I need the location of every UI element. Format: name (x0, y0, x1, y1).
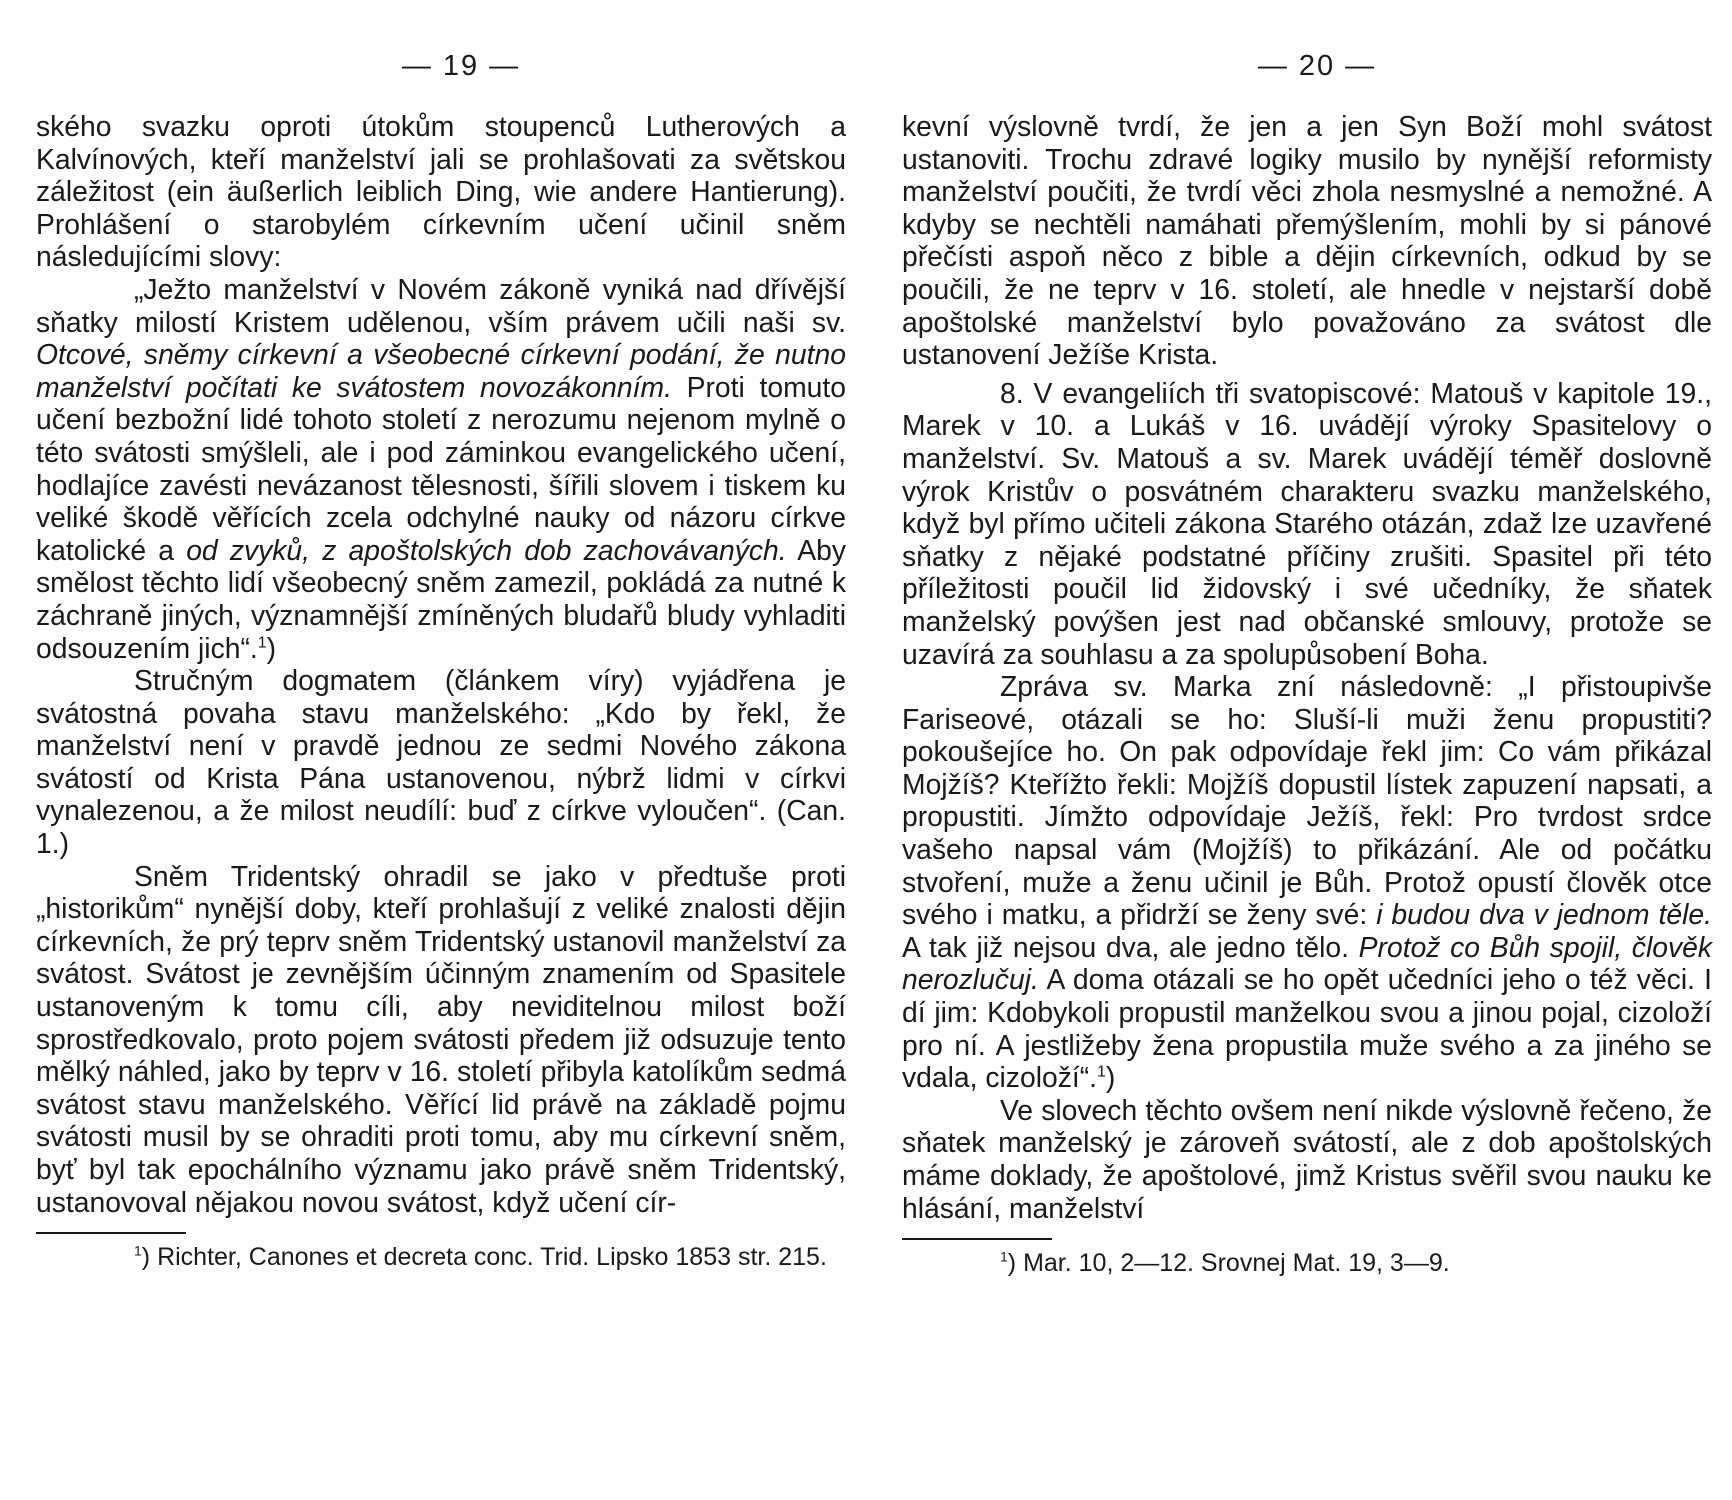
footnote-ref: 1 (257, 634, 267, 652)
page-body (902, 110, 1712, 1224)
footnote-divider (36, 1232, 186, 1234)
left-page (36, 40, 846, 1273)
paragraph-council-quote: „Ježto manželství v Novém zákoně vyniká nad dřívější sňatky milostí Kristem udělenou, vším právem učili naši sv. Otcové, sněmy církevní a všeobecné církevní podání, že nutno manželství počítati ke svátostem novozákonním. Proti tomuto učení bezbožní lidé tohoto století z nerozumu nejenom mylně o této svátosti smýšleli, ale i pod záminkou evangelického učení, hodlajíce zavésti nevázanost tělesnosti, šířili slovem i tiskem ku veliké škodě věřících zcela odchylné nauky od názoru církve katolické a od zvyků, z apoštolských dob zachovávaných. Aby smělost těchto lidí všeobecný sněm zamezil, pokládá za nutné k záchraně jiných, významnější zmíněných bludařů bludy vyhladiti odsouzením jich“.$^1$) (36, 272, 846, 664)
paragraph-section-8: 8. V evangeliích tři svatopiscové: Matouš v kapitole 19., Marek v 10. a Lukáš v 16. uvádějí výroky Spasitelovy o manželství. Sv. Matouš a sv. Marek uvádějí téměř doslovně výrok Kristův o posvátném charakteru svazku manželského, když byl přímo učiteli zákona Starého otázán, zdaž lze uzavřené sňatky z nějaké podstatné příčiny zrušiti. Spasitel při této příležitosti poučil lid židovský i své učedníky, že sňatek manželský povýšen jest nad občanské smlouvy, protože se uzavírá za souhlasu a za spolupůsobení Boha. (902, 376, 1712, 670)
page-number: — 20 — (1257, 50, 1377, 82)
footnote-ref: 1 (1097, 1063, 1106, 1081)
page-number: — 19 — (401, 50, 521, 82)
paragraph: kevní výslovně tvrdí, že jen a jen Syn Boží mohl svátost ustanoviti. Trochu zdravé logiky musilo by nynější reformisty manželství poučiti, že tvrdí věci zhola nesmyslné a nemožné. A kdyby se nechtěli namáhati přemýšlením, mohli by si pánové přečísti aspoň něco z bible a dějin církevních, odkud by se poučili, že ne teprv v 16. století, ale hnedle v nejstarší době apoštolské manželství bylo považováno za svátost dle ustanovení Ježíše Krista. (902, 110, 1712, 371)
paragraph: Stručným dogmatem (článkem víry) vyjádřena je svátostná povaha stavu manželského: „Kdo by řekl, že manželství není v pravdě jednou ze sedmi Nového zákona svátostí od Krista Pána ustanovenou, nýbrž lidmi v církvi vynalezenou, a že milost neudílí: buď z církve vyloučen“. (Can. 1.) (36, 664, 846, 860)
paragraph-mark-quote: Zpráva sv. Marka zní následovně: „I přistoupivše Fariseové, otázali se ho: Sluší-li muži ženu propustiti? pokoušejíce ho. On pak odpovídaje řekl jim: Co vám přikázal Mojžíš? Kteřížto řekli: Mojžíš dopustil lístek zapuzení napsati, a propustiti. Jímžto odpovídaje Ježíš, řekl: Pro tvrdost srdce vašeho napsal vám (Mojžíš) to přikázání. Ale od počátku stvoření, muže a ženu učinil je Bůh. Protož opustí člověk otce svého i matku, a přidrží se ženy své: i budou dva v jednom těle. A tak již nejsou dva, ale jedno tělo. Protož co Bůh spojil, člověk nerozlučuj. A doma otázali se ho opět učedníci jeho o též věci. I dí jim: Kdobykoli propustil manželkou svou a jinou pojal, cizoloží pro ní. A jestližeby žena propustila muže svého a za jiného se vdala, cizoloží“.$^1$) (902, 670, 1713, 1094)
page-body (36, 110, 846, 1218)
right-page (902, 40, 1712, 1279)
footnote-divider (902, 1238, 1052, 1240)
paragraph: Sněm Tridentský ohradil se jako v předtuše proti „historikům“ nynější doby, kteří prohlašují z veliké znalosti dějin církevních, že prý teprv sněm Tridentský ustanovil manželství za svátost. Svátost je zevnějším účinným znamením od Spasitele ustanoveným k tomu cíli, aby neviditelnou milost boží sprostředkovalo, proto pojem svátosti předem již odsuzuje tento mělký náhled, jako by teprv v 16. století přibyla katolíkům sedmá svátost stavu manželského. Věřící lid právě na základě pojmu svátosti musil by se ohraditi proti tomu, aby mu církevní sněm, byť byl tak epochálního významu jako právě sněm Tridentský, ustanovoval nějakou novou svátost, když učení cír- (36, 859, 846, 1218)
paragraph: ského svazku oproti útokům stoupenců Lutherových a Kalvínových, kteří manželství jali se prohlašovati za světskou záležitost (ein äußerlich leiblich Ding, wie andere Hantierung). Prohlášení o starobylém církevním učení učinil sněm následujícími slovy: (36, 110, 846, 273)
footnote: $^1$) Richter, Canones et decreta conc. Trid. Lipsko 1853 str. 215. (134, 1242, 827, 1272)
paragraph: Ve slovech těchto ovšem není nikde výslovně řečeno, že sňatek manželský je zároveň svátostí, ale z dob apoštolských máme doklady, že apoštolové, jimž Kristus svěřil svou nauku ke hlásání, manželství (902, 1093, 1712, 1224)
footnote: $^1$) Mar. 10, 2—12. Srovnej Mat. 19, 3—9. (1000, 1248, 1450, 1278)
